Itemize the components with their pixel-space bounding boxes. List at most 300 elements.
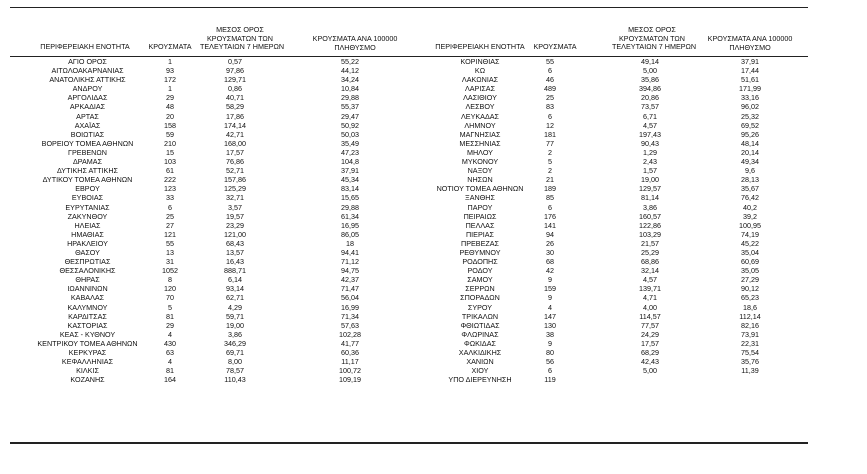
avg-7day-cell: 25,29 (641, 247, 659, 257)
avg-7day-cell: 4,57 (643, 120, 657, 130)
per100k-cell: 44,12 (341, 66, 359, 76)
per100k-cell: 27,29 (741, 275, 759, 285)
region-cell: ΧΑΛΚΙΔΙΚΗΣ (458, 348, 502, 357)
region-cell: ΑΧΑΪΑΣ (74, 120, 101, 130)
region-cell: ΑΡΤΑΣ (76, 111, 99, 121)
region-cell: ΚΙΛΚΙΣ (76, 366, 99, 376)
avg-7day-cell: 2,43 (643, 157, 657, 167)
avg-7day-cell: 1,29 (643, 147, 657, 157)
region-cell: ΛΑΡΙΣΑΣ (464, 84, 496, 94)
cases-cell: 123 (164, 184, 176, 194)
cases-cell: 119 (544, 375, 556, 385)
per100k-cell: 56,04 (341, 293, 359, 303)
cases-cell: 181 (544, 129, 556, 139)
table-row (10, 193, 808, 202)
per100k-cell: 69,52 (741, 120, 759, 130)
region-cell: ΚΑΒΑΛΑΣ (70, 293, 105, 303)
table-row (10, 157, 808, 166)
cases-cell: 77 (546, 138, 554, 148)
per100k-cell: 15,65 (341, 193, 359, 203)
avg-7day-cell: 81,14 (641, 193, 659, 203)
region-cell: ΚΑΣΤΟΡΙΑΣ (67, 320, 108, 330)
avg-7day-cell: 76,86 (226, 157, 244, 167)
avg-7day-cell: 90,43 (641, 138, 659, 148)
cases-cell: 38 (546, 329, 554, 339)
per100k-cell: 47,23 (341, 147, 359, 157)
cases-cell: 20 (166, 111, 174, 121)
table-row (10, 148, 808, 157)
region-cell: ΒΟΡΕΙΟΥ ΤΟΜΕΑ ΑΘΗΝΩΝ (41, 138, 134, 148)
per100k-cell: 102,28 (339, 329, 361, 339)
cases-cell: 1 (168, 57, 172, 66)
cases-cell: 5 (168, 302, 172, 312)
per100k-cell: 10,84 (341, 84, 359, 94)
avg-7day-cell: 4,29 (228, 302, 242, 312)
per100k-cell: 112,14 (739, 311, 761, 321)
header-per100k-line1: ΚΡΟΥΣΜΑΤΑ ΑΝΑ 100000 (707, 34, 793, 43)
cases-cell: 55 (166, 238, 174, 248)
per100k-cell: 96,02 (741, 102, 759, 112)
avg-7day-cell: 17,57 (641, 338, 659, 348)
avg-7day-cell: 168,00 (224, 138, 246, 148)
region-cell: ΞΑΝΘΗΣ (465, 193, 495, 203)
per100k-cell: 29,88 (341, 202, 359, 212)
cases-cell: 81 (166, 366, 174, 376)
avg-7day-cell: 122,86 (639, 220, 661, 230)
data-table (10, 57, 808, 384)
header-avg-line2: ΚΡΟΥΣΜΑΤΩΝ ΤΩΝ (619, 33, 685, 43)
cases-cell: 6 (548, 202, 552, 212)
region-cell: ΗΛΕΙΑΣ (74, 220, 101, 230)
per100k-cell: 171,99 (739, 84, 761, 94)
cases-cell: 55 (546, 57, 554, 66)
per100k-cell: 35,05 (741, 266, 759, 276)
cases-cell: 9 (548, 293, 552, 303)
cases-cell: 2 (548, 147, 552, 157)
region-cell: ΚΑΡΔΙΤΣΑΣ (68, 311, 107, 321)
cases-cell: 489 (544, 84, 556, 94)
cases-cell: 63 (166, 348, 174, 357)
region-cell: ΒΟΙΩΤΙΑΣ (70, 129, 105, 139)
avg-7day-cell: 23,29 (226, 220, 244, 230)
per100k-cell: 16,95 (341, 220, 359, 230)
per100k-cell: 39,2 (743, 211, 757, 221)
cases-cell: 48 (166, 102, 174, 112)
header-region-label: ΠΕΡΙΦΕΡΕΙΑΚΗ ΕΝΟΤΗΤΑ (40, 42, 130, 51)
avg-7day-cell: 1,57 (643, 166, 657, 176)
avg-7day-cell: 3,86 (643, 202, 657, 212)
per100k-cell: 35,67 (741, 184, 759, 194)
header-cases-left (145, 43, 195, 52)
per100k-cell: 61,34 (341, 211, 359, 221)
per100k-cell: 37,91 (741, 57, 759, 66)
region-cell: ΣΕΡΡΩΝ (465, 284, 495, 294)
cases-cell: 29 (166, 320, 174, 330)
per100k-cell: 29,47 (341, 111, 359, 121)
cases-cell: 8 (168, 275, 172, 285)
cases-cell: 189 (544, 184, 556, 194)
table-row (10, 93, 808, 102)
region-cell: ΣΥΡΟΥ (467, 302, 493, 312)
table-row (10, 257, 808, 266)
header-avg-left (200, 25, 285, 52)
region-cell: ΠΕΛΛΑΣ (465, 220, 495, 230)
table-row (10, 275, 808, 284)
per100k-cell: 95,26 (741, 129, 759, 139)
cases-cell: 9 (548, 338, 552, 348)
per100k-cell: 109,19 (339, 375, 361, 385)
per100k-cell: 22,31 (741, 338, 759, 348)
cases-cell: 2 (548, 166, 552, 176)
table-row (10, 375, 808, 384)
region-cell: ΑΙΤΩΛΟΑΚΑΡΝΑΝΙΑΣ (51, 66, 124, 76)
avg-7day-cell: 32,14 (641, 266, 659, 276)
per100k-cell: 83,14 (341, 184, 359, 194)
cases-cell: 1 (168, 84, 172, 94)
cases-cell: 25 (546, 93, 554, 103)
avg-7day-cell: 0,86 (228, 84, 242, 94)
table-row (10, 175, 808, 184)
avg-7day-cell: 3,86 (228, 329, 242, 339)
cases-cell: 27 (166, 220, 174, 230)
avg-7day-cell: 42,43 (641, 357, 659, 367)
region-cell: ΥΠΟ ΔΙΕΡΕΥΝΗΣΗ (448, 375, 512, 385)
avg-7day-cell: 40,71 (226, 93, 244, 103)
table-row (10, 121, 808, 130)
per100k-cell: 51,61 (741, 75, 759, 85)
per100k-cell: 48,14 (741, 138, 759, 148)
cases-cell: 120 (164, 284, 176, 294)
table-row (10, 212, 808, 221)
avg-7day-cell: 49,14 (641, 57, 659, 66)
region-cell: ΛΑΚΩΝΙΑΣ (461, 75, 499, 85)
avg-7day-cell: 20,86 (641, 93, 659, 103)
table-row (10, 284, 808, 293)
region-cell: ΔΥΤΙΚΗΣ ΑΤΤΙΚΗΣ (57, 166, 118, 176)
table-row (10, 348, 808, 357)
cases-cell: 6 (548, 66, 552, 76)
region-cell: ΛΑΣΙΘΙΟΥ (463, 93, 497, 103)
top-rule (10, 7, 808, 8)
header-per100k-line2: ΠΛΗΘΥΣΜΟ (729, 42, 771, 52)
per100k-cell: 71,12 (341, 257, 359, 267)
per100k-cell: 82,16 (741, 320, 759, 330)
region-cell: ΘΕΣΠΡΩΤΙΑΣ (64, 257, 111, 267)
table-row (10, 357, 808, 366)
avg-7day-cell: 42,71 (226, 129, 244, 139)
table-row (10, 230, 808, 239)
per100k-cell: 34,24 (341, 75, 359, 85)
avg-7day-cell: 78,57 (226, 366, 244, 376)
per100k-cell: 94,41 (341, 247, 359, 257)
region-cell: ΘΕΣΣΑΛΟΝΙΚΗΣ (59, 266, 116, 276)
header-per100k-right (700, 35, 800, 52)
per100k-cell: 100,72 (339, 366, 361, 376)
table-row (10, 66, 808, 75)
table-row (10, 303, 808, 312)
per100k-cell: 86,05 (341, 229, 359, 239)
header-avg-right (612, 25, 697, 52)
avg-7day-cell: 35,86 (641, 75, 659, 85)
region-cell: ΛΕΥΚΑΔΑΣ (460, 111, 499, 121)
cases-cell: 25 (166, 211, 174, 221)
region-cell: ΝΗΣΩΝ (467, 175, 493, 185)
cases-cell: 29 (166, 93, 174, 103)
avg-7day-cell: 59,71 (226, 311, 244, 321)
header-avg-line1: ΜΕΣΟΣ ΟΡΟΣ (216, 25, 264, 34)
region-cell: ΣΠΟΡΑΔΩΝ (460, 293, 500, 303)
cases-cell: 1052 (162, 266, 178, 276)
header-avg-line2: ΚΡΟΥΣΜΑΤΩΝ ΤΩΝ (207, 33, 273, 43)
per100k-cell: 37,91 (341, 166, 359, 176)
avg-7day-cell: 73,57 (641, 102, 659, 112)
avg-7day-cell: 6,14 (228, 275, 242, 285)
region-cell: ΜΕΣΣΗΝΙΑΣ (459, 138, 501, 148)
avg-7day-cell: 17,86 (226, 111, 244, 121)
table-row (10, 339, 808, 348)
per100k-cell: 41,77 (341, 338, 359, 348)
cases-cell: 9 (548, 275, 552, 285)
per100k-cell: 74,19 (741, 229, 759, 239)
header-cases-label: ΚΡΟΥΣΜΑΤΑ (148, 42, 192, 51)
avg-7day-cell: 77,57 (641, 320, 659, 330)
avg-7day-cell: 346,29 (224, 338, 246, 348)
table-row (10, 84, 808, 93)
header-per100k-line1: ΚΡΟΥΣΜΑΤΑ ΑΝΑ 100000 (312, 34, 398, 43)
region-cell: ΦΩΚΙΔΑΣ (464, 338, 496, 348)
table-row (10, 112, 808, 121)
region-cell: ΘΗΡΑΣ (75, 275, 100, 285)
region-cell: ΜΥΚΟΝΟΥ (461, 157, 499, 167)
header-avg-line3: ΤΕΛΕΥΤΑΙΩΝ 7 ΗΜΕΡΩΝ (200, 42, 285, 51)
region-cell: ΕΥΡΥΤΑΝΙΑΣ (65, 202, 110, 212)
cases-cell: 93 (166, 66, 174, 76)
cases-cell: 176 (544, 211, 556, 221)
header-avg-line1: ΜΕΣΟΣ ΟΡΟΣ (628, 25, 676, 34)
avg-7day-cell: 32,71 (226, 193, 244, 203)
cases-cell: 81 (166, 311, 174, 321)
cases-cell: 103 (164, 157, 176, 167)
avg-7day-cell: 114,57 (639, 311, 661, 321)
cases-cell: 158 (164, 120, 176, 130)
cases-cell: 6 (168, 202, 172, 212)
header-per100k-left (305, 35, 405, 52)
region-cell: ΗΡΑΚΛΕΙΟΥ (67, 238, 108, 248)
region-cell: ΛΗΜΝΟΥ (464, 120, 496, 130)
avg-7day-cell: 8,00 (228, 357, 242, 367)
region-cell: ΑΝΔΡΟΥ (72, 84, 103, 94)
table-row (10, 102, 808, 111)
cases-cell: 172 (164, 75, 176, 85)
region-cell: ΚΩ (474, 66, 486, 76)
cases-cell: 61 (166, 166, 174, 176)
cases-cell: 13 (166, 247, 174, 257)
region-cell: ΔΡΑΜΑΣ (72, 157, 103, 167)
per100k-cell: 60,36 (341, 348, 359, 357)
cases-cell: 59 (166, 129, 174, 139)
cases-cell: 430 (164, 338, 176, 348)
region-cell: ΘΑΣΟΥ (75, 247, 100, 257)
per100k-cell: 73,91 (741, 329, 759, 339)
avg-7day-cell: 19,00 (226, 320, 244, 330)
table-row (10, 366, 808, 375)
region-cell: ΤΡΙΚΑΛΩΝ (461, 311, 499, 321)
cases-cell: 159 (544, 284, 556, 294)
cases-cell: 94 (546, 229, 554, 239)
region-cell: ΜΑΓΝΗΣΙΑΣ (459, 129, 501, 139)
cases-cell: 141 (544, 220, 556, 230)
per100k-cell: 11,17 (341, 357, 359, 367)
per100k-cell: 104,8 (341, 157, 359, 167)
per100k-cell: 94,75 (341, 266, 359, 276)
cases-cell: 210 (164, 138, 176, 148)
table-row (10, 166, 808, 175)
region-cell: ΣΑΜΟΥ (467, 275, 493, 285)
region-cell: ΝΟΤΙΟΥ ΤΟΜΕΑ ΑΘΗΝΩΝ (436, 184, 524, 194)
region-cell: ΡΕΘΥΜΝΟΥ (459, 247, 501, 257)
table-row (10, 203, 808, 212)
avg-7day-cell: 139,71 (639, 284, 661, 294)
per100k-cell: 9,6 (745, 166, 755, 176)
table-row (10, 57, 808, 66)
avg-7day-cell: 16,43 (226, 257, 244, 267)
region-cell: ΙΩΑΝΝΙΝΩΝ (67, 284, 108, 294)
region-cell: ΚΟΖΑΝΗΣ (70, 375, 105, 385)
per100k-cell: 35,04 (741, 247, 759, 257)
cases-cell: 147 (544, 311, 556, 321)
per100k-cell: 76,42 (741, 193, 759, 203)
per100k-cell: 45,22 (741, 238, 759, 248)
cases-cell: 33 (166, 193, 174, 203)
avg-7day-cell: 4,00 (643, 302, 657, 312)
cases-cell: 31 (166, 257, 174, 267)
header-avg-line3: ΤΕΛΕΥΤΑΙΩΝ 7 ΗΜΕΡΩΝ (612, 42, 697, 51)
cases-cell: 56 (546, 357, 554, 367)
region-cell: ΠΡΕΒΕΖΑΣ (461, 238, 499, 248)
region-cell: ΠΙΕΡΙΑΣ (465, 229, 494, 239)
table-row (10, 130, 808, 139)
cases-cell: 121 (164, 229, 176, 239)
region-cell: ΧΙΟΥ (471, 366, 489, 376)
per100k-cell: 65,23 (741, 293, 759, 303)
region-cell: ΚΟΡΙΝΘΙΑΣ (460, 57, 500, 66)
table-row (10, 184, 808, 193)
avg-7day-cell: 121,00 (224, 229, 246, 239)
cases-cell: 26 (546, 238, 554, 248)
header-per100k-line2: ΠΛΗΘΥΣΜΟ (334, 42, 376, 52)
cases-cell: 222 (164, 175, 176, 185)
avg-7day-cell: 160,57 (639, 211, 661, 221)
per100k-cell: 71,34 (341, 311, 359, 321)
per100k-cell: 100,95 (739, 220, 761, 230)
per100k-cell: 60,69 (741, 257, 759, 267)
table-row (10, 221, 808, 230)
avg-7day-cell: 110,43 (224, 375, 246, 385)
avg-7day-cell: 197,43 (639, 129, 661, 139)
avg-7day-cell: 13,57 (226, 247, 244, 257)
cases-cell: 6 (548, 366, 552, 376)
region-cell: ΗΜΑΘΙΑΣ (71, 229, 104, 239)
region-cell: ΛΕΣΒΟΥ (465, 102, 495, 112)
avg-7day-cell: 19,57 (226, 211, 244, 221)
cases-cell: 6 (548, 111, 552, 121)
table-row (10, 321, 808, 330)
avg-7day-cell: 394,86 (639, 84, 661, 94)
avg-7day-cell: 4,71 (643, 293, 657, 303)
avg-7day-cell: 52,71 (226, 166, 244, 176)
region-cell: ΠΑΡΟΥ (467, 202, 493, 212)
region-cell: ΔΥΤΙΚΟΥ ΤΟΜΕΑ ΑΘΗΝΩΝ (42, 175, 133, 185)
header-region-label: ΠΕΡΙΦΕΡΕΙΑΚΗ ΕΝΟΤΗΤΑ (435, 42, 525, 51)
avg-7day-cell: 157,86 (224, 175, 246, 185)
avg-7day-cell: 125,29 (224, 184, 246, 194)
avg-7day-cell: 69,71 (226, 348, 244, 357)
per100k-cell: 35,76 (741, 357, 759, 367)
header-region-left (10, 43, 160, 52)
cases-cell: 21 (546, 175, 554, 185)
region-cell: ΚΑΛΥΜΝΟΥ (67, 302, 108, 312)
region-cell: ΡΟΔΟΠΗΣ (462, 257, 498, 267)
avg-7day-cell: 68,43 (226, 238, 244, 248)
cases-cell: 130 (544, 320, 556, 330)
header-cases-label: ΚΡΟΥΣΜΑΤΑ (533, 42, 577, 51)
table-row (10, 312, 808, 321)
per100k-cell: 11,39 (741, 366, 759, 376)
region-cell: ΦΛΩΡΙΝΑΣ (461, 329, 499, 339)
per100k-cell: 35,49 (341, 138, 359, 148)
per100k-cell: 33,16 (741, 93, 759, 103)
avg-7day-cell: 68,86 (641, 257, 659, 267)
region-cell: ΚΕΑΣ - ΚΥΘΝΟΥ (59, 329, 116, 339)
region-cell: ΚΕΦΑΛΛΗΝΙΑΣ (61, 357, 114, 367)
cases-cell: 4 (168, 357, 172, 367)
avg-7day-cell: 97,86 (226, 66, 244, 76)
avg-7day-cell: 58,29 (226, 102, 244, 112)
region-cell: ΜΗΛΟΥ (467, 147, 493, 157)
per100k-cell: 17,44 (741, 66, 759, 76)
avg-7day-cell: 888,71 (224, 266, 246, 276)
cases-cell: 42 (546, 266, 554, 276)
per100k-cell: 45,34 (341, 175, 359, 185)
region-cell: ΚΕΝΤΡΙΚΟΥ ΤΟΜΕΑ ΑΘΗΝΩΝ (37, 338, 138, 348)
region-cell: ΓΡΕΒΕΝΩΝ (68, 147, 107, 157)
header-cases-right (525, 43, 585, 52)
table-row (10, 239, 808, 248)
per100k-cell: 71,47 (341, 284, 359, 294)
per100k-cell: 75,54 (741, 348, 759, 357)
avg-7day-cell: 62,71 (226, 293, 244, 303)
per100k-cell: 40,2 (743, 202, 757, 212)
region-cell: ΦΘΙΩΤΙΔΑΣ (460, 320, 500, 330)
cases-cell: 164 (164, 375, 176, 385)
cases-cell: 85 (546, 193, 554, 203)
region-cell: ΠΕΙΡΑΙΩΣ (463, 211, 497, 221)
per100k-cell: 28,13 (741, 175, 759, 185)
avg-7day-cell: 5,00 (643, 66, 657, 76)
avg-7day-cell: 129,71 (224, 75, 246, 85)
region-cell: ΑΓΙΟ ΟΡΟΣ (68, 57, 107, 66)
avg-7day-cell: 68,29 (641, 348, 659, 357)
avg-7day-cell: 3,57 (228, 202, 242, 212)
per100k-cell: 57,63 (341, 320, 359, 330)
avg-7day-cell: 93,14 (226, 284, 244, 294)
per100k-cell: 55,37 (341, 102, 359, 112)
avg-7day-cell: 5,00 (643, 366, 657, 376)
avg-7day-cell: 21,57 (641, 238, 659, 248)
avg-7day-cell: 0,57 (228, 57, 242, 66)
per100k-cell: 50,03 (341, 129, 359, 139)
cases-cell: 4 (548, 302, 552, 312)
